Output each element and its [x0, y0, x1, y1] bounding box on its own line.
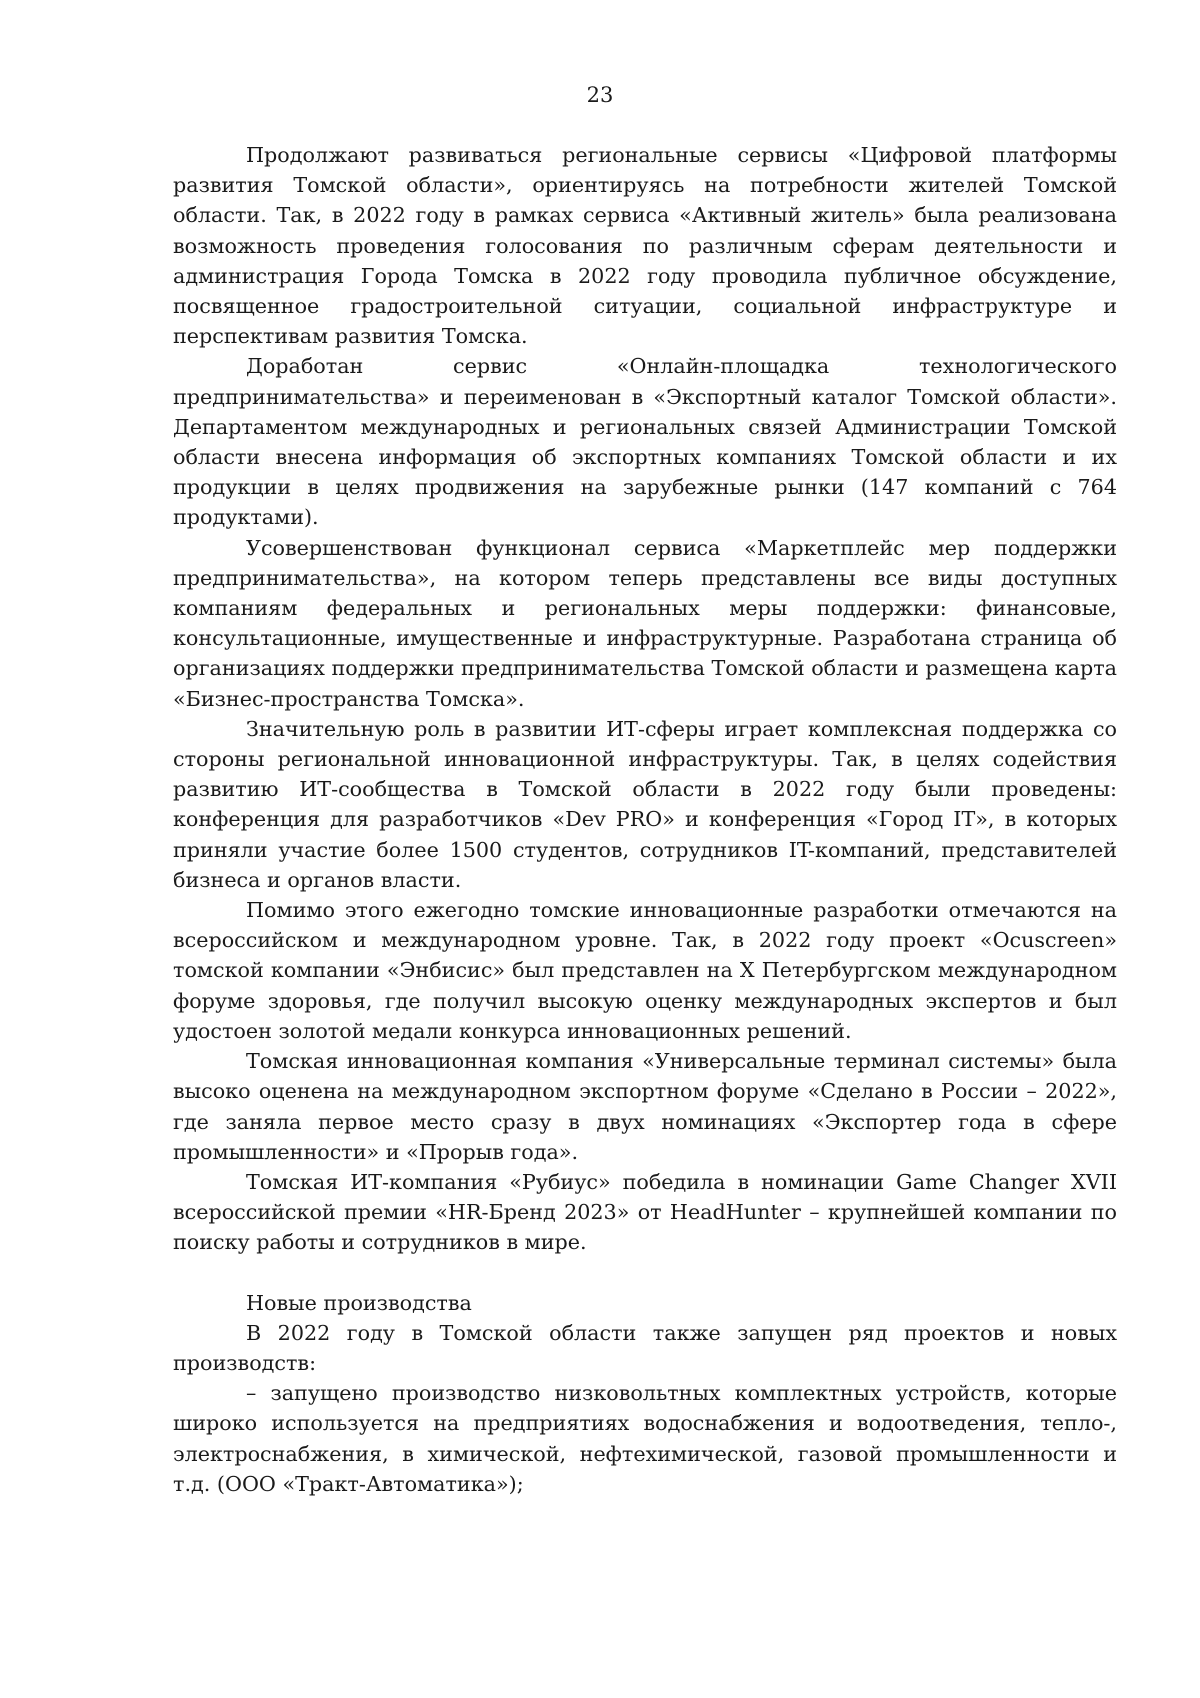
- section-heading: Новые производства: [246, 1290, 472, 1315]
- page-number: 23: [586, 83, 614, 107]
- paragraph-digital-platform: Продолжают развиваться региональные сервисы «Цифровой платформы развития Томской области», ориентируясь на потребности жителей Томской области. Так, в 2022 году в рамках сервиса «Активный житель» была реализована возможность проведения голосования по различным сферам деятельности и администрация Города Томска в 2022 году проводила публичное обсуждение, посвященное градостроительной ситуации, социальной инфраструктуре и перспективам развития Томска.: [173, 143, 1117, 349]
- paragraph-new-projects: В 2022 году в Томской области также запущен ряд проектов и новых производств:: [173, 1320, 1117, 1375]
- paragraph-innovations: Помимо этого ежегодно томские инновационные разработки отмечаются на всероссийском и международном уровне. Так, в 2022 году проект «Ocuscreen» томской компании «Энбисис» был представлен на X Петербургском международном форуме здоровья, где получил высокую оценку международных экспертов и был удостоен золотой медали конкурса инновационных решений.: [173, 898, 1117, 1043]
- paragraph-rubius: Томская ИТ-компания «Рубиус» победила в номинации Game Changer XVII всероссийской премии «HR-Бренд 2023» от HeadHunter – крупнейшей компании по поиску работы и сотрудников в мире.: [173, 1169, 1117, 1255]
- paragraph-export-forum: Томская инновационная компания «Универсальные терминал системы» была высоко оценена на международном экспортном форуме «Сделано в России – 2022», где заняла первое место сразу в двух номинациях «Экспортер года в сфере промышленности» и «Прорыв года».: [173, 1049, 1117, 1164]
- section-gap: [173, 1258, 1117, 1288]
- paragraph-export-catalog: Доработан сервис «Онлайн-площадка технологического предпринимательства» и переименован в «Экспортный каталог Томской области». Департаментом международных и региональных связей Администрации Томской области внесена информация об экспортных компаниях Томской области и их продукции в целях продвижения на зарубежные рынки (147 компаний с 764 продуктами).: [173, 354, 1117, 530]
- list-item-trakt-avtomatika: – запущено производство низковольтных комплектных устройств, которые широко используется на предприятиях водоснабжения и водоотведения, тепло-, электроснабжения, в химической, нефтехимической, газовой промышленности и т.д. (ООО «Тракт-Автоматика»);: [173, 1381, 1117, 1496]
- paragraph-it-sphere: Значительную роль в развитии ИТ-сферы играет комплексная поддержка со стороны региональной инновационной инфраструктуры. Так, в целях содействия развитию ИТ-сообщества в Томской области в 2022 году были проведены: конференция для разработчиков «Dev PRO» и конференция «Город IT», в которых приняли участие более 1500 студентов, сотрудников IT-компаний, представителей бизнеса и органов власти.: [173, 716, 1117, 892]
- paragraph-marketplace: Усовершенствован функционал сервиса «Маркетплейс мер поддержки предпринимательства», на котором теперь представлены все виды доступных компаниям федеральных и региональных меры поддержки: финансовые, консультационные, имущественные и инфраструктурные. Разработана страница об организациях поддержки предпринимательства Томской области и размещена карта «Бизнес-пространства Томска».: [173, 535, 1117, 711]
- document-body: [173, 140, 1117, 1499]
